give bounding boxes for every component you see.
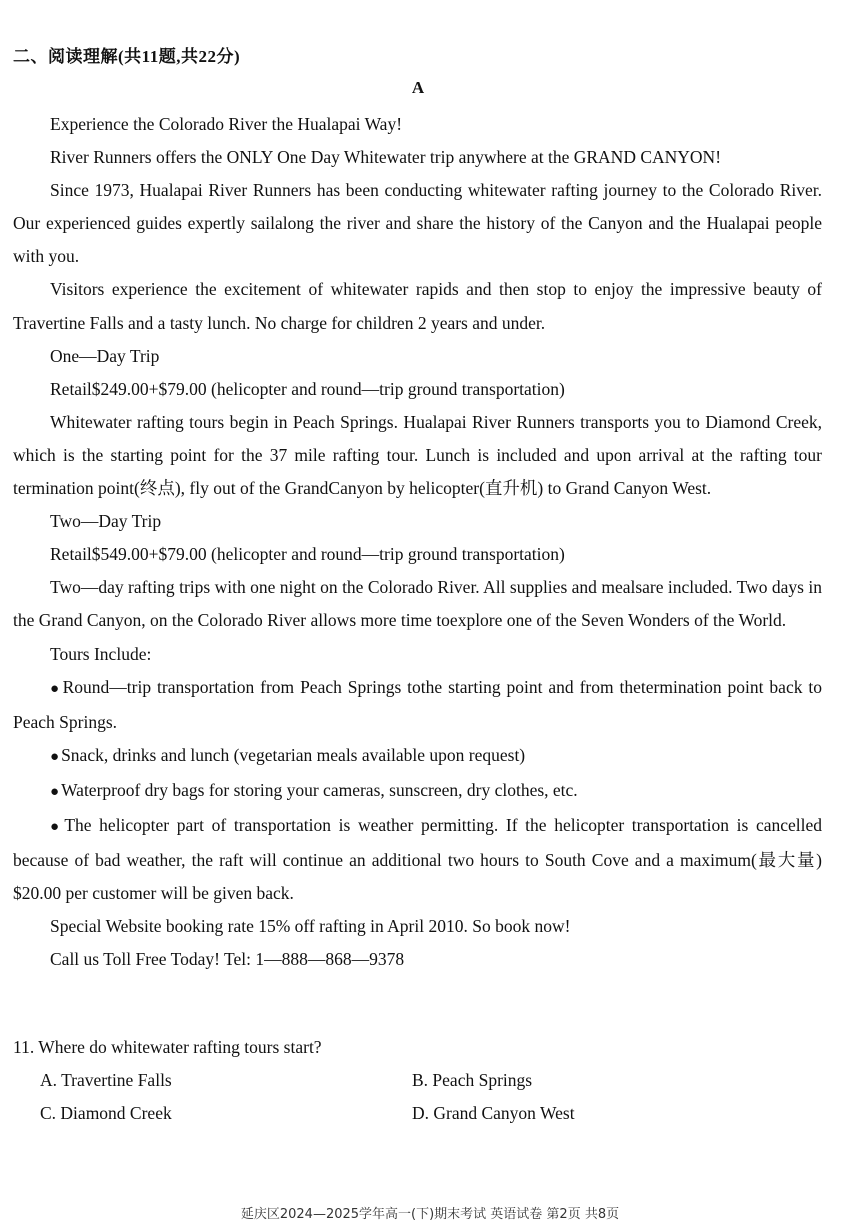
two-day-trip-heading: Two—Day Trip xyxy=(50,511,162,532)
paragraph-headline: Experience the Colorado River the Hualapai Way! xyxy=(50,114,403,134)
option-d: D. Grand Canyon West xyxy=(412,1103,575,1124)
paragraph-contact: Call us Toll Free Today! Tel: 1—888—868—9378 xyxy=(50,949,405,970)
section-heading: 二、阅读理解(共11题,共22分) xyxy=(13,47,241,66)
bullet-icon: ● xyxy=(50,783,60,800)
list-item-text: Snack, drinks and lunch (vegetarian meals available upon request) xyxy=(61,744,526,765)
answer-options xyxy=(40,1064,800,1130)
question-stem: 11. Where do whitewater rafting tours start? xyxy=(13,1037,322,1057)
list-item-text: The helicopter part of transportation is weather permitting. If the helicopter transportation is cancelled because of bad weather, the raft will continue an additional two hours to South Cove and a maximum(最大量) $20.00 per customer will be given back. xyxy=(13,814,823,904)
paragraph-booking-rate: Special Website booking rate 15% off rafting in April 2010. So book now! xyxy=(50,916,571,937)
one-day-trip-description: Whitewater rafting tours begin in Peach Springs. Hualapai River Runners transports you to Diamond Creek, which is the starting point for the 37 mile rafting tour. Lunch is included and upon arrival at the rafting tour termination point(终点), fly out of the GrandCanyon by helicopter(直升机) to Grand Canyon West. xyxy=(13,411,822,499)
paragraph-history: Since 1973, Hualapai River Runners has been conducting whitewater rafting journey to the Colorado River. Our experienced guides expertly sailalong the river and share the history of the Canyon and the Hualapai people with you. xyxy=(13,180,822,267)
bullet-icon: ● xyxy=(50,680,61,697)
option-c: C. Diamond Creek xyxy=(40,1103,172,1124)
option-b: B. Peach Springs xyxy=(412,1070,533,1090)
list-item-text: Waterproof dry bags for storing your cameras, sunscreen, dry clothes, etc. xyxy=(61,779,578,800)
one-day-trip-heading: One—Day Trip xyxy=(50,345,160,366)
list-item-helicopter xyxy=(13,809,822,910)
passage-label: A xyxy=(411,78,425,97)
bullet-icon: ● xyxy=(50,818,63,835)
paragraph-tagline: River Runners offers the ONLY One Day Whitewater trip anywhere at the GRAND CANYON! xyxy=(50,147,722,168)
question-11 xyxy=(13,1031,833,1064)
two-day-trip-description: Two—day rafting trips with one night on the Colorado River. All supplies and mealsare included. Two days in the Grand Canyon, on the Colorado River allows more time toexplore one of the Seven Wonders of the World. xyxy=(13,577,822,631)
list-item-text: Round—trip transportation from Peach Springs tothe starting point and from thetermination point back to Peach Springs. xyxy=(13,676,822,732)
page-footer: 延庆区2024—2025学年高一(下)期末考试 英语试卷 第2页 共8页 xyxy=(240,1207,620,1222)
list-item-food xyxy=(13,739,822,774)
list-item-transportation xyxy=(13,671,822,739)
list-item-dry-bags xyxy=(13,774,822,809)
one-day-trip-price: Retail$249.00+$79.00 (helicopter and round—trip ground transportation) xyxy=(50,378,565,399)
tours-include-heading: Tours Include: xyxy=(50,643,152,664)
passage-body xyxy=(13,108,822,976)
option-row xyxy=(40,1064,800,1097)
option-row xyxy=(40,1097,800,1130)
paragraph-visitors: Visitors experience the excitement of whitewater rapids and then stop to enjoy the impressive beauty of Travertine Falls and a tasty lunch. No charge for children 2 years and under. xyxy=(13,279,822,333)
bullet-icon: ● xyxy=(50,748,60,765)
option-a: A. Travertine Falls xyxy=(40,1070,172,1090)
two-day-trip-price: Retail$549.00+$79.00 (helicopter and round—trip ground transportation) xyxy=(50,544,565,565)
